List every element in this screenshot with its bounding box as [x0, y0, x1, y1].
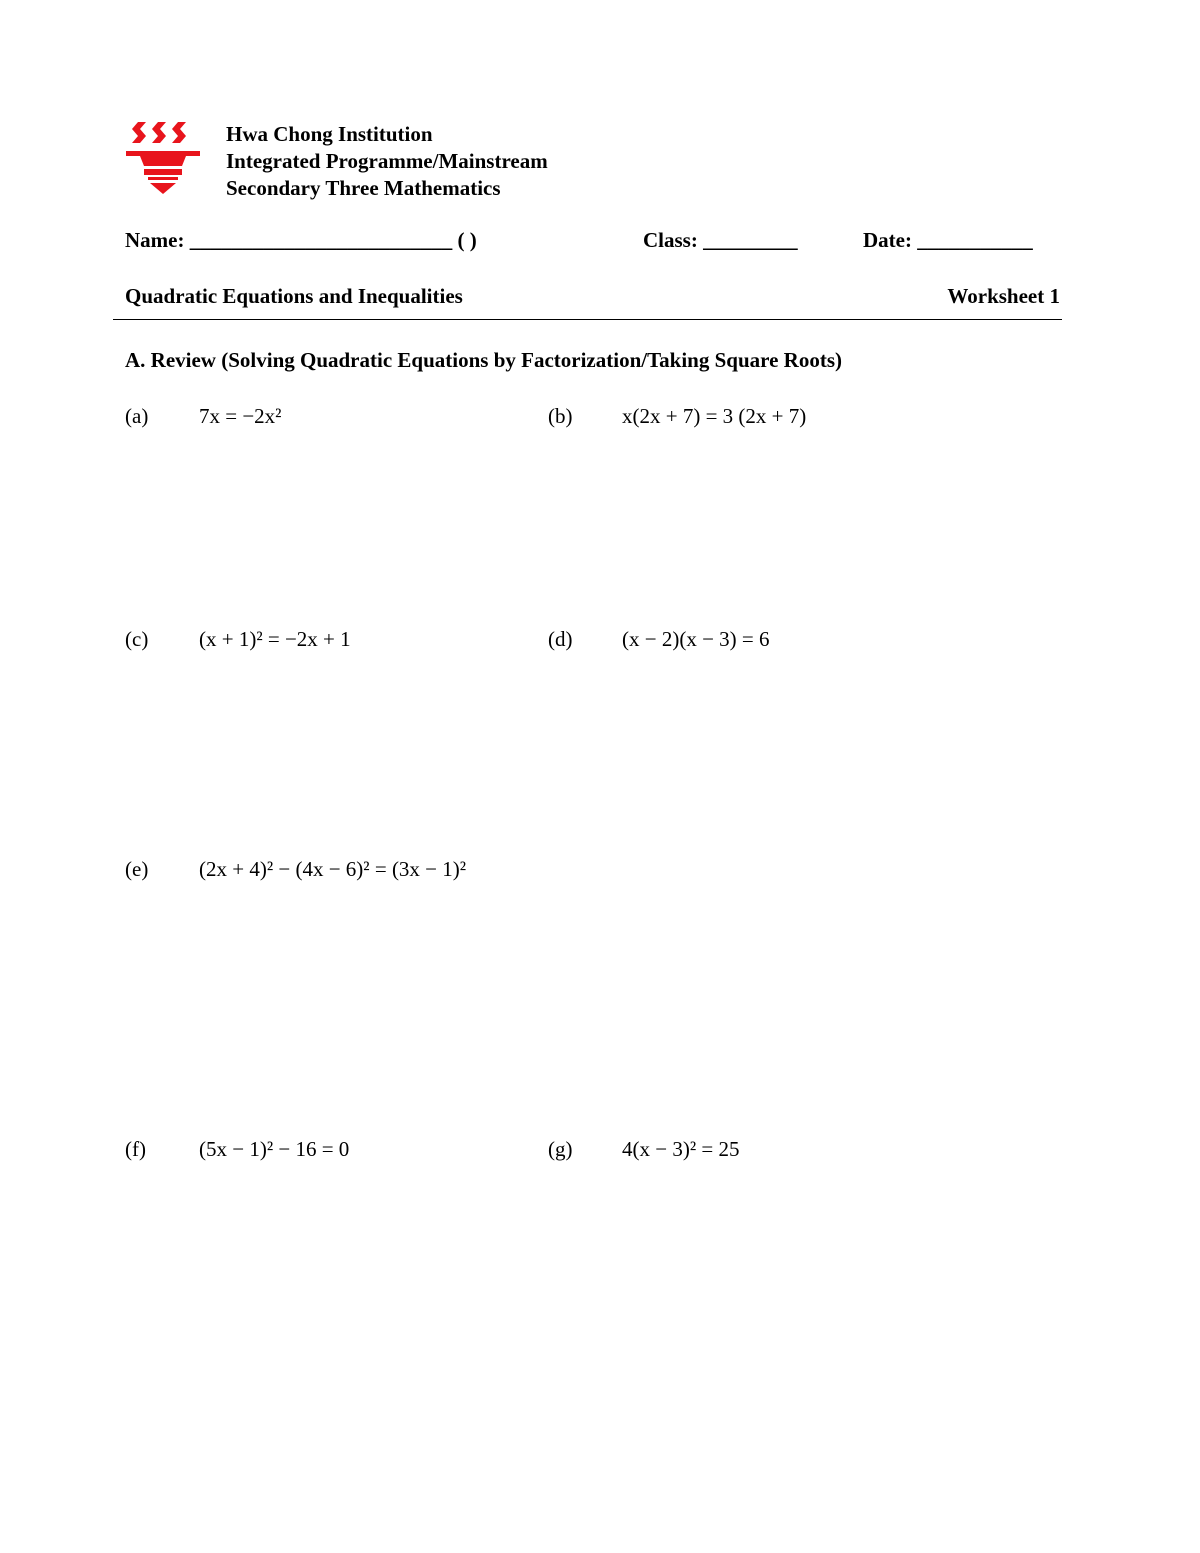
question-equation: 4(x − 3)² = 25: [622, 1137, 740, 1161]
question-equation: x(2x + 7) = 3 (2x + 7): [622, 404, 807, 428]
section-a-heading: A. Review (Solving Quadratic Equations by Factorization/Taking Square Roots): [125, 348, 842, 372]
question-label: (f): [125, 1137, 146, 1161]
question-equation: (x + 1)² = −2x + 1: [199, 627, 351, 651]
question-label: (a): [125, 404, 149, 428]
title-row: [125, 284, 1060, 309]
question-equation: 7x = −2x²: [199, 404, 282, 428]
worksheet-number: Worksheet 1: [947, 284, 1060, 308]
question-label: (d): [548, 627, 573, 651]
question-label: (b): [548, 404, 573, 428]
question-equation: (5x − 1)² − 16 = 0: [199, 1137, 350, 1161]
programme-name: Integrated Programme/Mainstream: [226, 149, 548, 173]
question-equation: (2x + 4)² − (4x − 6)² = (3x − 1)²: [199, 857, 467, 881]
topic-title: Quadratic Equations and Inequalities: [125, 284, 463, 308]
question-label: (e): [125, 857, 149, 881]
institution-name: Hwa Chong Institution: [226, 122, 433, 146]
class-field[interactable]: Class: _________: [643, 228, 798, 252]
subject-name: Secondary Three Mathematics: [226, 176, 501, 200]
question-label: (c): [125, 627, 149, 651]
date-field[interactable]: Date: ___________: [863, 228, 1033, 252]
question-label: (g): [548, 1137, 573, 1161]
header-divider: [113, 319, 1062, 320]
institution-logo: [124, 120, 202, 196]
question-equation: (x − 2)(x − 3) = 6: [622, 627, 770, 651]
name-field[interactable]: Name: _________________________ ( ): [125, 228, 477, 252]
institution-header: [226, 121, 548, 202]
